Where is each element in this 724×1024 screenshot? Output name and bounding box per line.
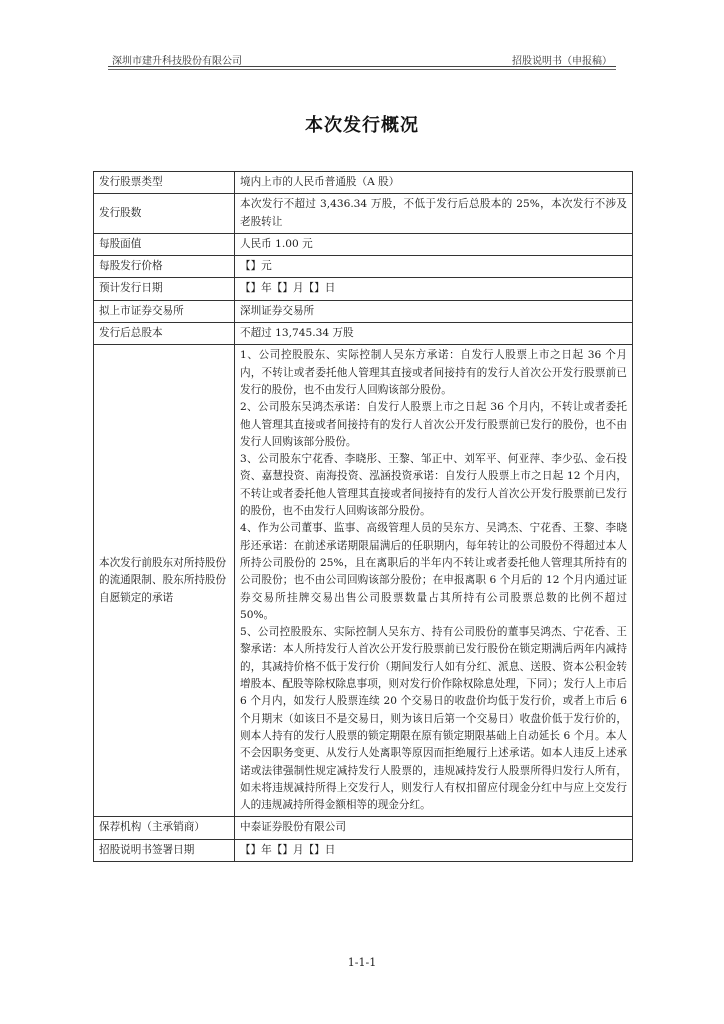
header-document-type: 招股说明书（申报稿） (512, 56, 612, 67)
commitment-paragraph: 1、公司控股股东、实际控制人吴东方承诺：自发行人股票上市之日起 36 个月内，不转让或者委托他人管理其直接或者间接持有的发行人首次公开发行股票前已发行的股份，也不由发行人回购该部分股份。 (240, 349, 627, 396)
row-value-issue-price: 【】元 (235, 256, 633, 278)
row-value-sponsor: 中泰证券股份有限公司 (235, 817, 633, 839)
table-row (94, 323, 633, 345)
row-value-signing-date: 【】年【】月【】日 (235, 839, 633, 861)
table-row (94, 300, 633, 322)
row-value-exchange: 深圳证券交易所 (235, 300, 633, 322)
table-row (94, 345, 633, 817)
row-label-lockup-commitment: 本次发行前股东对所持股份的流通限制、股东所持股份自愿锁定的承诺 (94, 345, 235, 817)
commitment-paragraph: 3、公司股东宁花香、李晓彤、王黎、邹正中、刘军平、何亚萍、李少弘、金石投资、嘉慧投资、南海投资、泓涵投资承诺：自发行人股票上市之日起 12 个月内，不转让或者委托他人管理其直接或者间接持有的发行人首次公开发行股票前已发行的股份，也不由发行人回购该部分股份。 (240, 453, 627, 518)
offering-overview-table (93, 171, 633, 862)
header-company-name: 深圳市建升科技股份有限公司 (112, 56, 242, 67)
table-row (94, 256, 633, 278)
row-label-par-value: 每股面值 (94, 233, 235, 255)
table-row (94, 278, 633, 300)
table-row (94, 194, 633, 234)
row-label-total-shares: 发行后总股本 (94, 323, 235, 345)
row-value-issue-date: 【】年【】月【】日 (235, 278, 633, 300)
row-value-share-count: 本次发行不超过 3,436.34 万股，不低于发行后总股本的 25%，本次发行不涉及老股转让 (235, 194, 633, 234)
commitment-paragraph: 2、公司股东吴鸿杰承诺：自发行人股票上市之日起 36 个月内，不转让或者委托他人管理其直接或者间接持有的发行人首次公开发行股票前已发行的股份，也不由发行人回购该部分股份。 (240, 401, 627, 448)
table-row (94, 172, 633, 194)
page-number: 1-1-1 (347, 956, 377, 969)
row-label-sponsor: 保荐机构（主承销商） (94, 817, 235, 839)
table-row (94, 817, 633, 839)
row-label-issue-price: 每股发行价格 (94, 256, 235, 278)
header-divider-thin (108, 69, 616, 70)
row-label-stock-type: 发行股票类型 (94, 172, 235, 194)
row-value-par-value: 人民币 1.00 元 (235, 233, 633, 255)
row-value-lockup-commitment (235, 345, 633, 817)
row-label-signing-date: 招股说明书签署日期 (94, 839, 235, 861)
row-label-exchange: 拟上市证券交易所 (94, 300, 235, 322)
row-label-issue-date: 预计发行日期 (94, 278, 235, 300)
row-label-share-count: 发行股数 (94, 194, 235, 234)
row-value-stock-type: 境内上市的人民币普通股（A 股） (235, 172, 633, 194)
row-value-total-shares: 不超过 13,745.34 万股 (235, 323, 633, 345)
table-row (94, 839, 633, 861)
commitment-paragraph: 4、作为公司董事、监事、高级管理人员的吴东方、吴鸿杰、宁花香、王黎、李晓彤还承诺：在前述承诺期限届满后的任职期内，每年转让的公司股份不得超过本人所持公司股份的 25%，且在离职后的半年内不转让或者委托他人管理其所持有的公司股份；也不由公司回购该部分股份；在申报离职 6 个月后的 12 个月内通过证券交易所挂牌交易出售公司股票数量占其所持有公司股票总数的比例不超过 50%。 (240, 522, 627, 621)
commitment-paragraph: 5、公司控股股东、实际控制人吴东方、持有公司股份的董事吴鸿杰、宁花香、王黎承诺：本人所持发行人首次公开发行股票前已发行股份在锁定期满后两年内减持的，其减持价格不低于发行价（期间发行人如有分红、派息、送股、资本公积金转增股本、配股等除权除息事项，则对发行价作除权除息处理，下同）；发行人上市后 6 个月内，如发行人股票连续 20 个交易日的收盘价均低于发行价，或者上市后 6 个月期末（如该日不是交易日，则为该日后第一个交易日）收盘价低于发行价的，则本人持有的发行人股票的锁定期限在原有锁定期限基础上自动延长 6 个月。本人不会因职务变更、从发行人处离职等原因而拒绝履行上述承诺。如本人违反上述承诺或法律强制性规定减持发行人股票的，违规减持发行人股票所得归发行人所有，如未将违规减持所得上交发行人，则发行人有权扣留应付现金分红中与应上交发行人的违规减持所得金额相等的现金分红。 (240, 626, 627, 812)
table-row (94, 233, 633, 255)
page-title: 本次发行概况 (305, 115, 419, 136)
header-divider (108, 66, 616, 67)
